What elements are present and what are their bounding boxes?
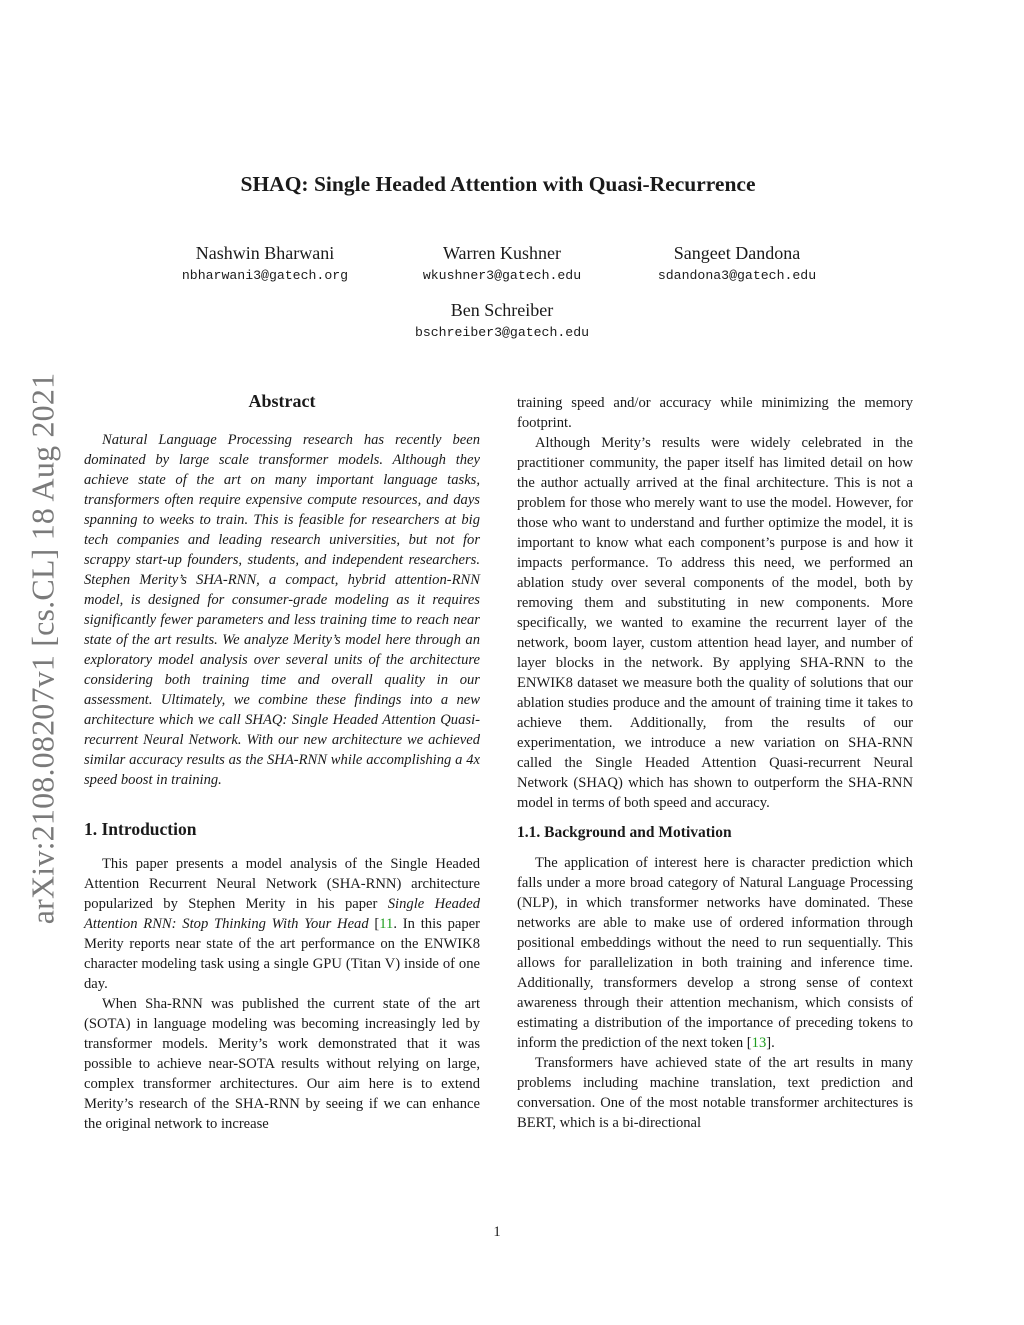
author-email: bschreiber3@gatech.edu [414, 325, 590, 340]
left-column [84, 390, 480, 1134]
author-email: sdandona3@gatech.edu [657, 268, 817, 283]
author-email: nbharwani3@gatech.org [181, 268, 349, 283]
author-name: Nashwin Bharwani [195, 243, 335, 263]
body-paragraph: Transformers have achieved state of the art results in many problems including machine translation, text prediction and conversation. One of the most notable transformer architectures is BERT, which is a bi-directional [517, 1055, 913, 1131]
right-column [517, 393, 913, 1133]
author-name: Warren Kushner [442, 243, 561, 263]
author-name: Ben Schreiber [450, 300, 554, 320]
intro-text: This paper presents a model analysis of the Single Headed Attention Recurrent Neural Network (SHA-RNN) architecture popularized by Stephen Merity in his paper [84, 856, 480, 912]
body-text: ]. [766, 1035, 775, 1051]
abstract-text: Natural Language Processing research has recently been dominated by large scale transformer models. Although they achieve state of the art on many important language tasks, transformers often require expensive compute resources, and days spanning to weeks to train. This is feasible for researchers at big tech companies and leading research universities, but not for scrappy start-up founders, students, and independent researchers. Stephen Merity’s SHA-RNN, a compact, hybrid attention-RNN model, is designed for consumer-grade modeling as it requires significantly fewer parameters and less training time to reach near state of the art results. We analyze Merity’s model here through an exploratory model analysis over several units of the architecture considering both training time and overall quality in our assessment. Ultimately, we combine these findings into a new architecture which we call SHAQ: Single Headed Attention Quasi-recurrent Neural Network. With our new architecture we achieved similar accuracy results as the SHA-RNN while accomplishing a 4x speed boost in training. [84, 432, 480, 788]
intro-text: . In this paper Merity reports near state of the art performance on the ENWIK8 character modeling task using a single GPU (Titan V) inside of one day. [84, 916, 480, 992]
cited-paper-title: Single Headed Attention RNN: Stop Thinking With Your Head [84, 896, 481, 932]
section-heading-introduction: 1. Introduction [84, 819, 197, 839]
abstract-heading: Abstract [248, 391, 316, 411]
author-block [382, 299, 622, 340]
page-number: 1 [493, 1224, 501, 1240]
subsection-heading-background: 1.1. Background and Motivation [517, 824, 732, 841]
author-block [145, 242, 385, 283]
author-name: Sangeet Dandona [673, 243, 801, 263]
arxiv-stamp [22, 352, 64, 944]
author-block [617, 242, 857, 283]
citation-link[interactable]: 13 [751, 1035, 767, 1051]
paper-title: SHAQ: Single Headed Attention with Quasi-Recurrence [240, 172, 756, 196]
body-text: The application of interest here is character prediction which falls under a more broad category of Natural Language Processing (NLP), in which transformer networks have dominated. These networks are able to make use of ordered information through positional embeddings without the need to run sequentially. This allows for parallelization in both training and inference time. Additionally, transformers develop a strong sense of context awareness through their attention mechanism, which consists of estimating a distribution of the importance of preceding tokens to inform the prediction of the next token [ [517, 855, 913, 1051]
body-paragraph [517, 853, 913, 1053]
body-paragraph: Although Merity’s results were widely celebrated in the practitioner community, the paper itself has limited detail on how the author actually arrived at the final architecture. This is not a problem for those who merely want to use the model. However, for those who want to understand and further optimize the model, it is important to know what each component’s purpose is and how it impacts performance. To address this need, we performed an ablation study over several components of the model, both by removing them and substituting in new components. More specifically, we wanted to examine the recurrent layer of the network, boom layer, custom attention head layer, and number of layer blocks in the network. By applying SHA-RNN to the ENWIK8 dataset we measure both the quality of solutions that our ablation studies produce and the amount of training time it takes to achieve them. Additionally, from the results of our experimentation, we introduce a new variation on SHA-RNN called the Single Headed Attention Quasi-recurrent Neural Network (SHAQ) which has shown to outperform the SHA-RNN model in terms of both speed and accuracy. [517, 435, 913, 811]
arxiv-id: arXiv:2108.08207v1 [cs.CL] 18 Aug 2021 [24, 372, 61, 924]
body-paragraph: training speed and/or accuracy while minimizing the memory footprint. [517, 395, 913, 431]
intro-paragraph: When Sha-RNN was published the current state of the art (SOTA) in language modeling was becoming increasingly led by transformer models. Merity’s work demonstrated that it was possible to achieve near-SOTA results without relying on large, complex transformer architectures. Our aim here is to extend Merity’s research of the SHA-RNN by seeing if we can enhance the original network to increase [84, 996, 480, 1132]
author-block [382, 242, 622, 283]
intro-paragraph: This paper presents a model analysis of the Single Headed Attention Recurrent Neural Network (SHA-RNN) architecture popularized by Stephen Merity in his paper Single Headed Attention RNN: Stop Thinking With Your Head [11. In this paper Merity reports near state of the art performance on the ENWIK8 character modeling task using a single GPU (Titan V) inside of one day. [84, 856, 481, 992]
citation-link[interactable]: 11 [379, 916, 394, 932]
author-email: wkushner3@gatech.edu [422, 268, 582, 283]
